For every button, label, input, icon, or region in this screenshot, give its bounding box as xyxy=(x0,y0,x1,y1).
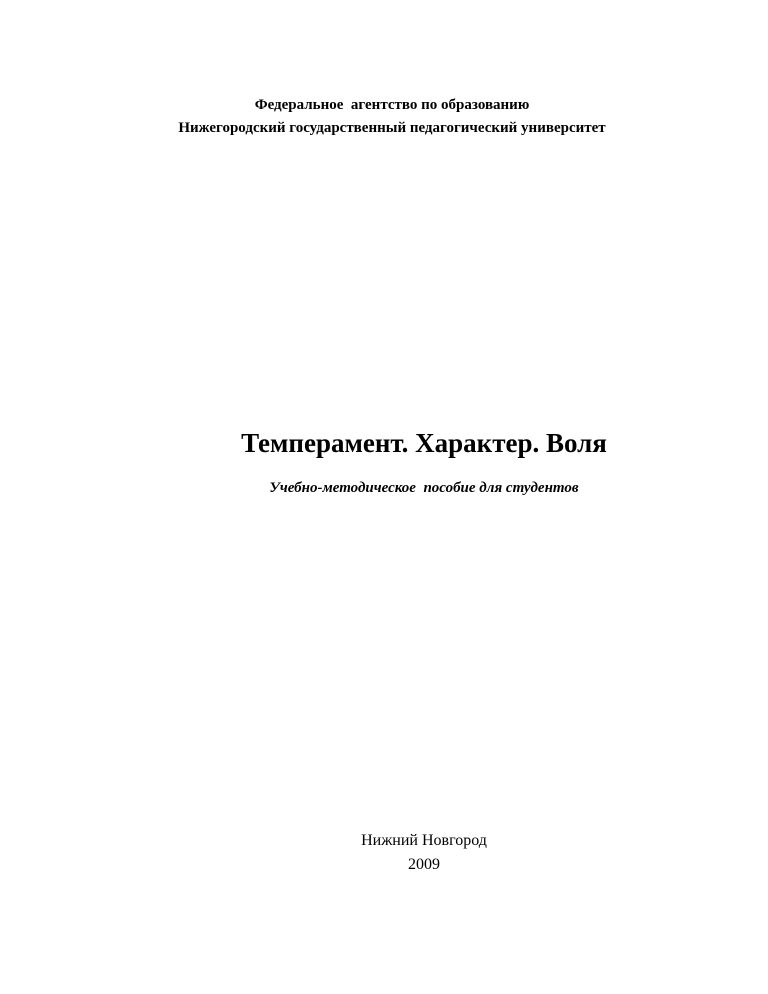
publication-city: Нижний Новгород xyxy=(361,832,487,849)
document-title: Темперамент. Характер. Воля xyxy=(241,428,607,458)
agency-name: Федеральное агентство по образованию xyxy=(254,97,530,113)
university-name: Нижегородский государственный педагогический университет xyxy=(178,120,606,136)
publication-year: 2009 xyxy=(408,856,440,873)
document-subtitle: Учебно-методическое пособие для студентов xyxy=(269,480,579,496)
